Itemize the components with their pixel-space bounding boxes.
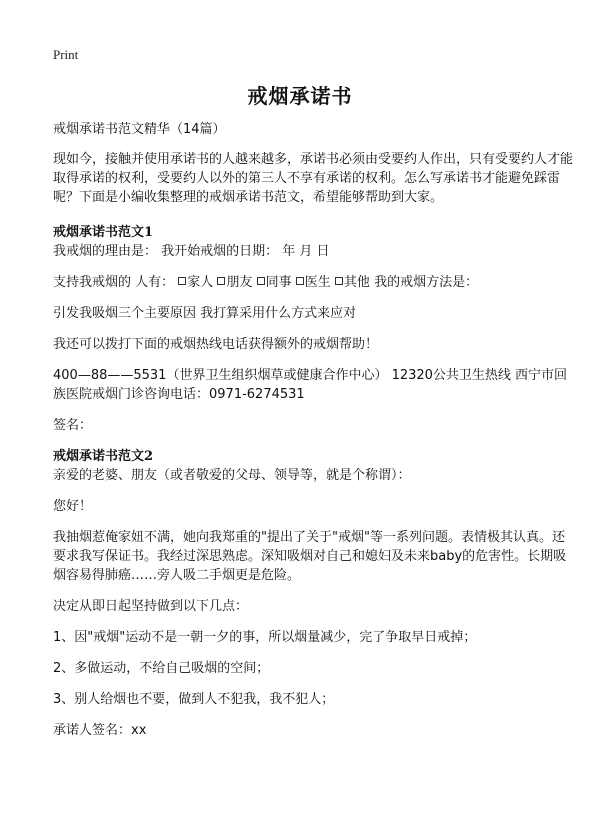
decision-line: 决定从即日起坚持做到以下几点： [53,599,249,614]
hotline-intro-line: 我还可以拨打下面的戒烟热线电话获得额外的戒烟帮助！ [53,337,379,352]
smoking-causes-line: 引发我吸烟三个主要原因 我打算采用什么方式来应对 [53,306,357,321]
intro-paragraph: 现如今，接触并使用承诺书的人越来越多，承诺书必须由受要约人作出，只有受要约人才能取得承诺的权利，受要约人以外的第三人不享有承诺的权利。怎么写承诺书才能避免踩雷呢？下面是小编收集整理的戒烟承诺书范文，希望能够帮助到大家。 [53,152,574,205]
greeting-line: 亲爱的老婆、朋友（或者敬爱的父母、领导等，就是个称谓）： [53,468,411,483]
support-option-family [178,275,213,290]
page-title: 戒烟承诺书 [247,84,353,108]
section2-heading: 戒烟承诺书范文2 [53,449,154,464]
checkbox-icon [296,277,304,285]
support-option-label: 同事 [265,275,292,290]
commitment-point: 3、别人给烟也不要，做到人不犯我，我不犯人； [53,692,335,707]
checkbox-icon [335,277,343,285]
hotline-numbers: 400—88——5531（世界卫生组织烟草或健康合作中心） 12320公共卫生热线 西宁市回族医院戒烟门诊咨询电话：0971-6274531 [53,368,568,402]
document-body [53,120,575,752]
support-option-label: 医生 [304,275,331,290]
section1-heading: 戒烟承诺书范文1 [53,225,154,240]
support-option-friend [217,275,252,290]
support-option-colleague [257,275,292,290]
commitment-point: 2、多做运动，不给自己吸烟的空间； [53,661,270,676]
hello-line: 您好！ [53,499,93,514]
checkbox-icon [178,277,186,285]
support-option-label: 朋友 [226,275,253,290]
commitment-point: 1、因"戒烟"运动不是一朝一夕的事，所以烟量减少，完了争取早日戒掉； [53,630,477,645]
support-option-label: 家人 [187,275,214,290]
body-paragraph: 我抽烟惹俺家妞不满，她向我郑重的"提出了关于"戒烟"等一系列问题。表情极其认真。还要求我写保证书。我经过深思熟虑。深知吸烟对自己和媳妇及未来baby的危害性。长期吸烟容易得肺癌……旁人吸二手烟更是危险。 [53,530,567,583]
support-suffix: 我的戒烟方法是： [374,275,479,290]
signer-line: 承诺人签名：xx [53,723,147,738]
support-line [53,273,575,292]
checkbox-icon [217,277,225,285]
support-option-doctor [296,275,331,290]
support-option-label: 其他 [343,275,370,290]
signature-line: 签名： [53,418,93,433]
subtitle: 戒烟承诺书范文精华（14篇） [53,122,226,137]
support-option-other [335,275,370,290]
quit-reason-line: 我戒烟的理由是： 我开始戒烟的日期： 年 月 日 [53,244,330,259]
support-prefix: 支持我戒烟的 人有： [53,275,175,290]
checkbox-icon [257,277,265,285]
print-link[interactable]: Print [53,47,79,62]
